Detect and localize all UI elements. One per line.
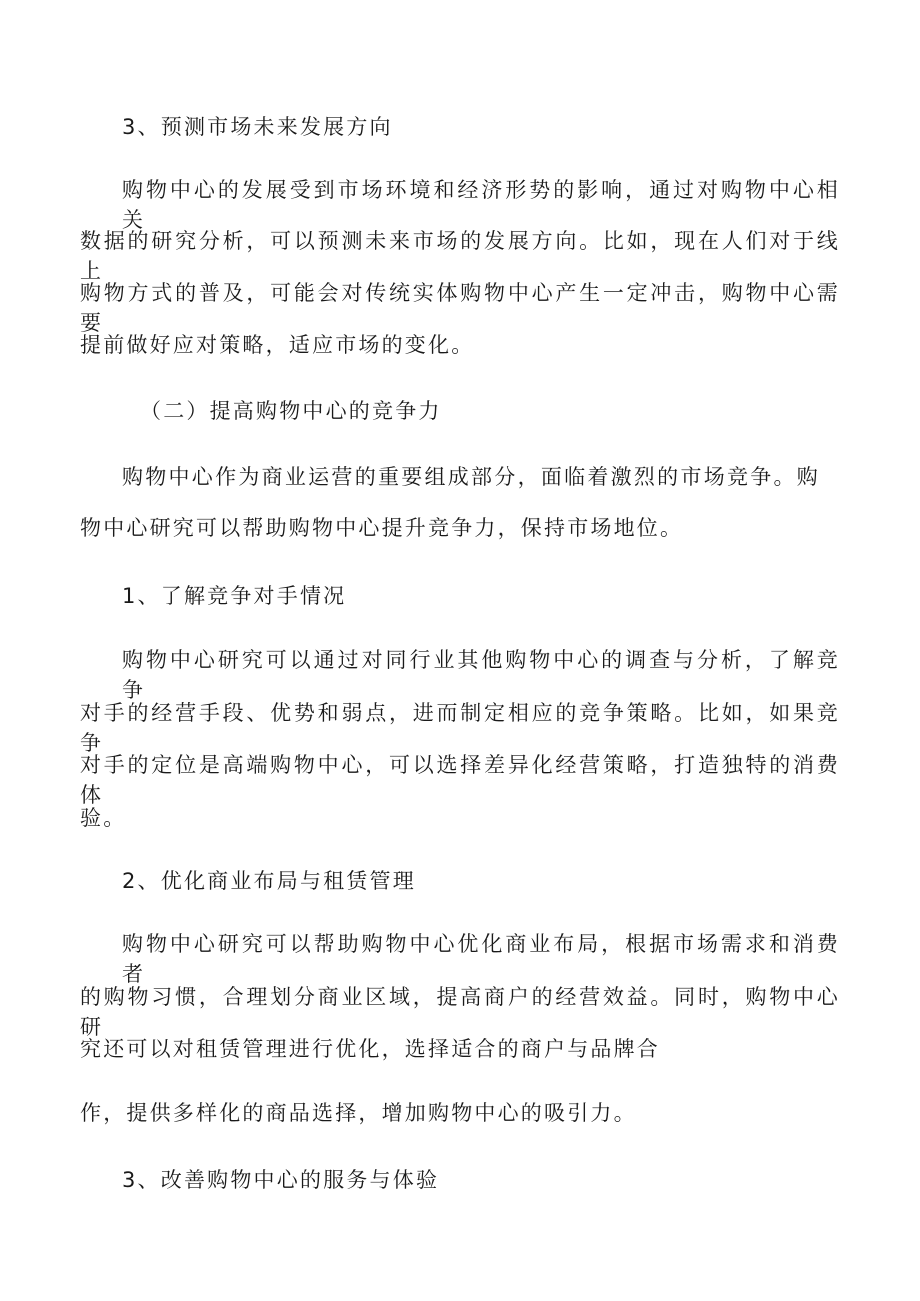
heading-forecast-market-direction: 3、预测市场未来发展方向 (122, 115, 393, 139)
paragraph-forecast-line-2: 数据的研究分析，可以预测未来市场的发展方向。比如，现在人们对于线上 (80, 229, 840, 283)
section-heading-competitiveness: （二）提高购物中心的竞争力 (140, 399, 442, 423)
paragraph-forecast-line-3: 购物方式的普及，可能会对传统实体购物中心产生一定冲击，购物中心需要 (80, 281, 840, 335)
heading-understand-competitors: 1、了解竞争对手情况 (122, 584, 347, 608)
paragraph-competitiveness-line-2: 物中心研究可以帮助购物中心提升竞争力，保持市场地位。 (80, 516, 684, 540)
paragraph-forecast-line-4: 提前做好应对策略，适应市场的变化。 (80, 333, 475, 357)
heading-optimize-layout-leasing: 2、优化商业布局与租赁管理 (122, 869, 416, 893)
paragraph-layout-line-4: 作，提供多样化的商品选择，增加购物中心的吸引力。 (80, 1101, 637, 1125)
paragraph-layout-line-2: 的购物习惯，合理划分商业区域，提高商户的经营效益。同时，购物中心研 (80, 985, 840, 1039)
heading-improve-service-experience: 3、改善购物中心的服务与体验 (122, 1168, 440, 1192)
paragraph-competitiveness-line-1: 购物中心作为商业运营的重要组成部分，面临着激烈的市场竞争。购 (122, 465, 820, 489)
paragraph-competitors-line-3: 对手的定位是高端购物中心，可以选择差异化经营策略，打造独特的消费体 (80, 753, 840, 807)
paragraph-competitors-line-1: 购物中心研究可以通过对同行业其他购物中心的调查与分析，了解竞争 (122, 648, 840, 702)
paragraph-forecast-line-1: 购物中心的发展受到市场环境和经济形势的影响，通过对购物中心相关 (122, 178, 840, 232)
paragraph-competitors-line-2: 对手的经营手段、优势和弱点，进而制定相应的竞争策略。比如，如果竞争 (80, 701, 840, 755)
paragraph-competitors-line-4: 验。 (80, 806, 127, 830)
paragraph-layout-line-3: 究还可以对租赁管理进行优化，选择适合的商户与品牌合 (80, 1037, 660, 1061)
paragraph-layout-line-1: 购物中心研究可以帮助购物中心优化商业布局，根据市场需求和消费者 (122, 932, 840, 986)
